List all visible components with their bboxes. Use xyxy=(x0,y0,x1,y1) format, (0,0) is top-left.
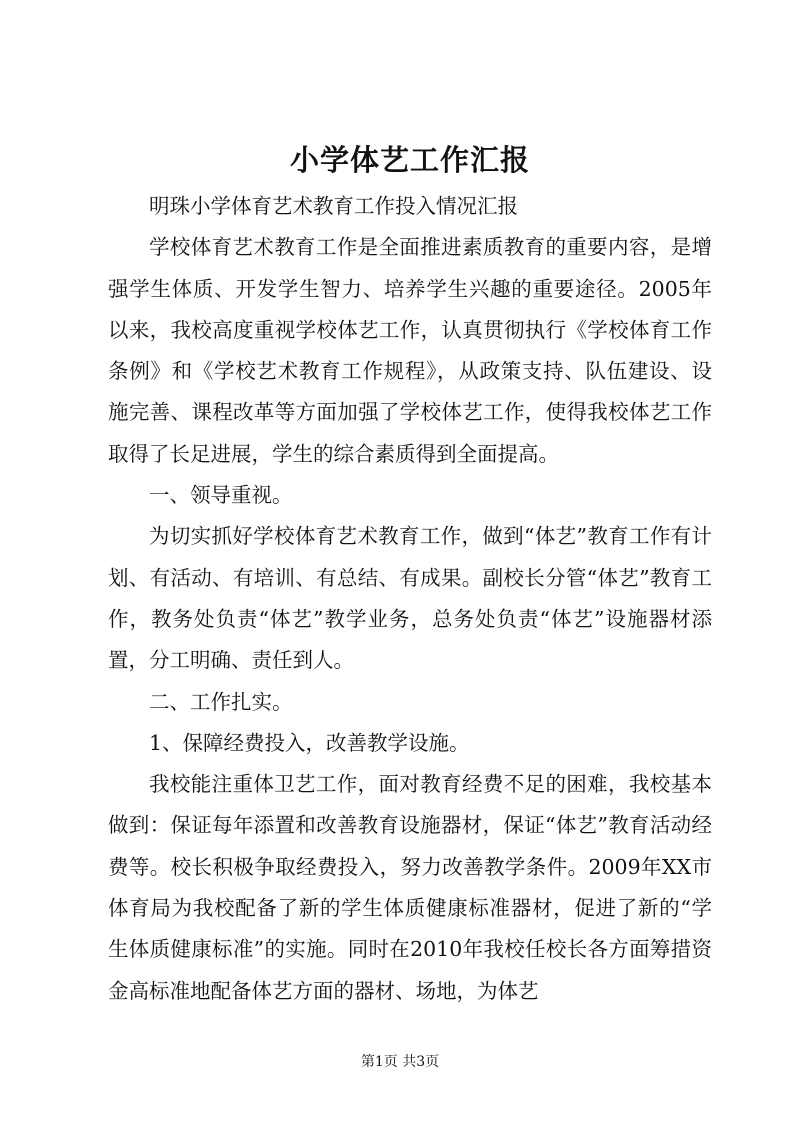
section-heading-work: 二、工作扎实。 xyxy=(149,689,293,714)
document-body xyxy=(108,186,712,1012)
document-title: 小学体艺工作汇报 xyxy=(289,143,530,177)
page-footer: 第1页 共3页 xyxy=(360,1054,440,1070)
subsection-heading-funding: 1、保障经费投入，改善教学设施。 xyxy=(149,730,470,755)
funding-paragraph: 我校能注重体卫艺工作，面对教育经费不足的困难，我校基本做到：保证每年添置和改善教育设施器材，保证“体艺”教育活动经费等。校长积极争取经费投入，努力改善教学条件。2009年XX市体育局为我校配备了新的学生体质健康标准器材，促进了新的“学生体质健康标准”的实施。同时在2010年我校任校长各方面筹措资金高标准地配备体艺方面的器材、场地，为体艺 xyxy=(108,772,712,1003)
subtitle-paragraph: 明珠小学体育艺术教育工作投入情况汇报 xyxy=(149,194,518,218)
intro-paragraph: 学校体育艺术教育工作是全面推进素质教育的重要内容，是增强学生体质、开发学生智力、培养学生兴趣的重要途径。2005年以来，我校高度重视学校体艺工作，认真贯彻执行《学校体育工作条例》和《学校艺术教育工作规程》，从政策支持、队伍建设、设施完善、课程改革等方面加强了学校体艺工作，使得我校体艺工作取得了长足进展，学生的综合素质得到全面提高。 xyxy=(108,235,712,466)
section-heading-leadership: 一、领导重视。 xyxy=(149,483,293,508)
leadership-paragraph: 为切实抓好学校体育艺术教育工作，做到“体艺”教育工作有计划、有活动、有培训、有总结、有成果。副校长分管“体艺”教育工作，教务处负责“体艺”教学业务，总务处负责“体艺”设施器材添置，分工明确、责任到人。 xyxy=(108,524,712,673)
